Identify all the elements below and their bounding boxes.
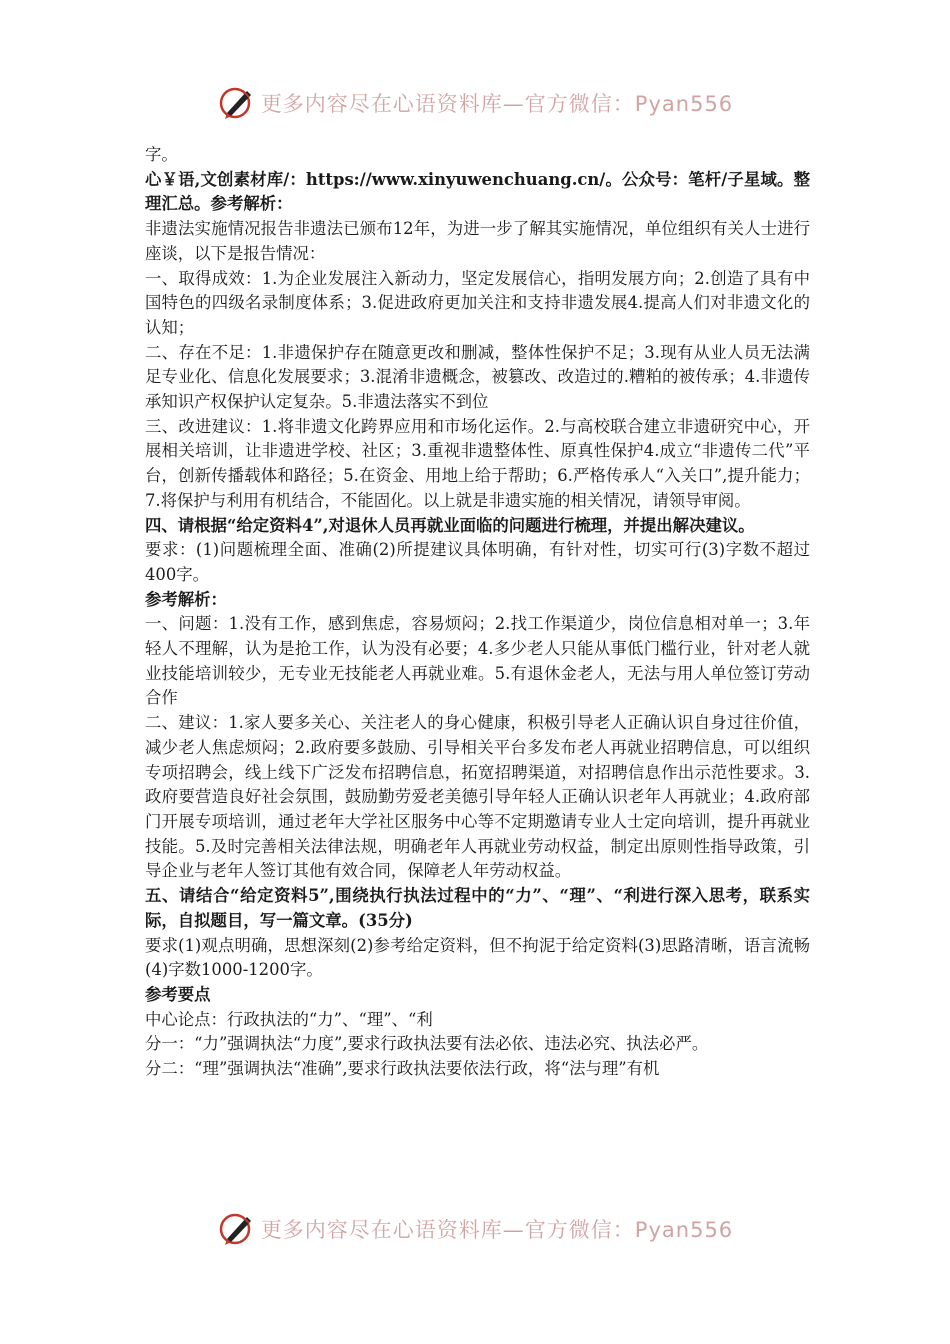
paragraph: 要求：(1)问题梳理全面、准确(2)所提建议具体明确，有针对性，切实可行(3)字数不超过400字。 <box>145 540 810 584</box>
paragraph: 五、请结合“给定资料5”,围绕执行执法过程中的“力”、“理”、“利进行深入思考，联系实际，自拟题目，写一篇文章。(35分) <box>145 886 810 930</box>
document-body <box>145 143 810 1082</box>
paragraph: 一、问题：1.没有工作，感到焦虑，容易烦闷；2.找工作渠道少，岗位信息相对单一；3.年轻人不理解，认为是抢工作，认为没有必要；4.多少老人只能从事低门槛行业，针对老人就业技能培训较少，无专业无技能老人再就业难。5.有退休金老人，无法与用人单位签订劳动合作 <box>145 614 810 708</box>
pen-logo-icon <box>217 1209 257 1249</box>
paragraph: 非遗法实施情况报告非遗法已颁布12年，为进一步了解其实施情况，单位组织有关人士进行座谈，以下是报告情况： <box>145 219 810 263</box>
header-banner-text: 更多内容尽在心语资料库—官方微信：Pyan556 <box>260 92 734 116</box>
paragraph: 三、改进建议：1.将非遗文化跨界应用和市场化运作。2.与高校联合建立非遗研究中心，开展相关培训，让非遗进学校、社区；3.重视非遗整体性、原真性保护4.成立“非遗传二代”平台，创新传播载体和路径；5.在资金、用地上给于帮助；6.严格传承人“入关口”,提升能力；7.将保护与利用有机结合，不能固化。以上就是非遗实施的相关情况，请领导审阅。 <box>145 416 810 510</box>
footer-watermark-banner <box>0 1206 950 1252</box>
paragraph: 要求(1)观点明确，思想深刻(2)参考给定资料，但不拘泥于给定资料(3)思路清晰，语言流畅(4)字数1000-1200字。 <box>145 935 810 980</box>
paragraph: 心￥语,文创素材库/：https://www.xinyuwenchuang.cn/。公众号：笔杆/子星域。整理汇总。参考解析： <box>145 169 810 214</box>
paragraph: 分一：“力”强调执法“力度”,要求行政执法要有法必依、违法必究、执法必严。 <box>145 1034 709 1054</box>
paragraph: 参考解析： <box>145 589 227 609</box>
paragraph: 一、取得成效：1.为企业发展注入新动力，坚定发展信心，指明发展方向；2.创造了具有中国特色的四级名录制度体系；3.促进政府更加关注和支持非遗发展4.提高人们对非遗文化的认知； <box>145 268 810 337</box>
paragraph: 二、存在不足：1.非遗保护存在随意更改和删减，整体性保护不足；3.现有从业人员无法满足专业化、信息化发展要求；3.混淆非遗概念，被篡改、改造过的.糟粕的被传承；4.非遗传承知识产权保护认定复杂。5.非遗法落实不到位 <box>145 342 810 412</box>
paragraph: 字。 <box>145 145 178 164</box>
paragraph: 参考要点 <box>145 984 211 1004</box>
paragraph: 二、建议：1.家人要多关心、关注老人的身心健康，积极引导老人正确认识自身过往价值，减少老人焦虑烦闷；2.政府要多鼓励、引导相关平台多发布老人再就业招聘信息，可以组织专项招聘会，线上线下广泛发布招聘信息，拓宽招聘渠道，对招聘信息作出示范性要求。3.政府要营造良好社会氛围，鼓励勤劳爱老美德引导年轻人正确认识老年人再就业；4.政府部门开展专项培训，通过老年大学社区服务中心等不定期邀请专业人士定向培训，提升再就业技能。5.及时完善相关法律法规，明确老年人再就业劳动权益，制定出原则性指导政策，引导企业与老年人签订其他有效合同，保障老人年劳动权益。 <box>145 713 810 881</box>
paragraph: 中心论点：行政执法的“力”、“理”、“利 <box>145 1009 433 1029</box>
footer-banner-text: 更多内容尽在心语资料库—官方微信：Pyan556 <box>260 1218 734 1242</box>
header-watermark-banner <box>0 80 950 126</box>
paragraph: 分二：“理”强调执法“准确”,要求行政执法要依法行政，将“法与理”有机 <box>145 1059 660 1079</box>
paragraph: 四、请根据“给定资料4”,对退休人员再就业面临的问题进行梳理，并提出解决建议。 <box>145 515 755 535</box>
pen-logo-icon <box>217 83 257 123</box>
